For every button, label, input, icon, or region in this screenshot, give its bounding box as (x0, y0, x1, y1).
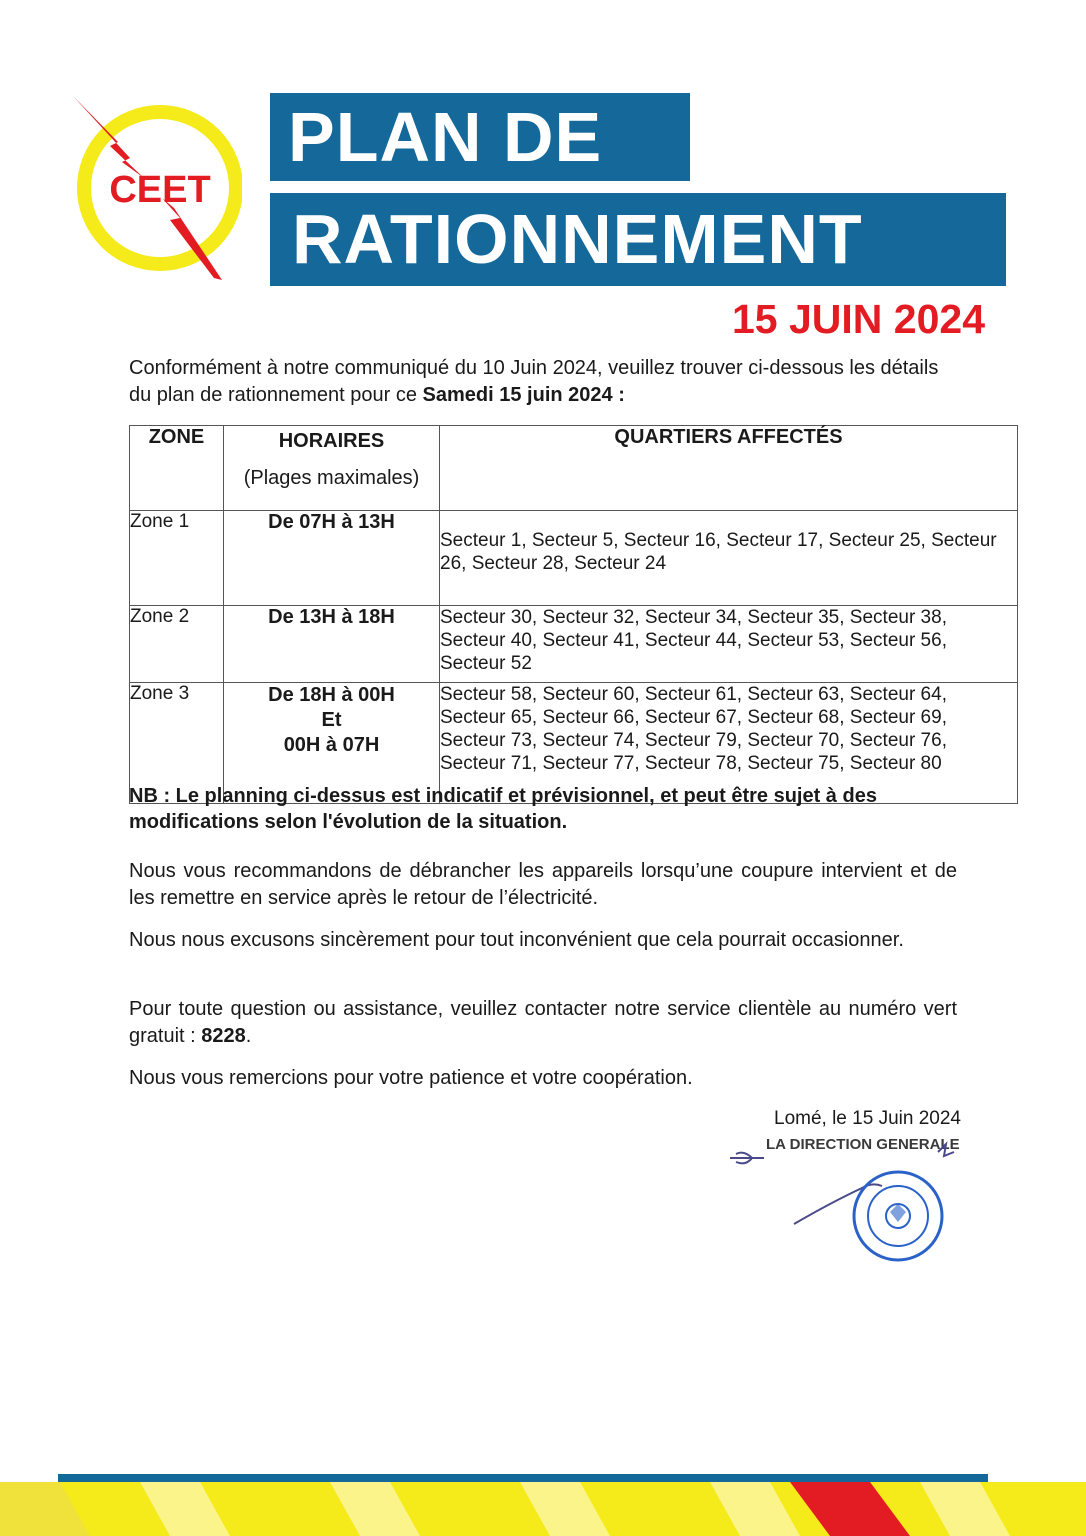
quartiers-cell: Secteur 58, Secteur 60, Secteur 61, Secteur 63, Secteur 64, Secteur 65, Secteur 66, Secteur 67, Secteur 68, Secteur 69, Secteur 73, Secteur 74, Secteur 79, Secteur 70, Secteur 76, Secteur 71, Secteur 77, Secteur 78, Secteur 75, Secteur 80 (440, 683, 1018, 804)
ceet-logo (62, 90, 242, 290)
header-horaires: HORAIRES (Plages maximales) (224, 426, 440, 511)
horaire-cell: De 13H à 18H (224, 606, 440, 683)
paragraph-thanks: Nous vous remercions pour votre patience et votre coopération. (129, 1067, 693, 1089)
phone-number: 8228 (201, 1025, 246, 1047)
footer-stripe (0, 1474, 1086, 1536)
quartiers-cell: Secteur 1, Secteur 5, Secteur 16, Secteur 17, Secteur 25, Secteur 26, Secteur 28, Secteur 24 (440, 511, 1018, 606)
table-row (130, 511, 1018, 606)
direction-label: LA DIRECTION GENERALE (766, 1136, 960, 1153)
paragraph-apology: Nous nous excusons sincèrement pour tout inconvénient que cela pourrait occasionner. (129, 929, 904, 951)
intro-paragraph: Conformément à notre communiqué du 10 Juin 2024, veuillez trouver ci-dessous les détails du plan de rationnement pour ce Samedi 15 juin 2024 : (129, 357, 939, 406)
title-line-2: RATIONNEMENT (270, 193, 1006, 286)
signature-place-date: Lomé, le 15 Juin 2024 (774, 1108, 961, 1129)
zone-cell: Zone 2 (130, 606, 224, 683)
quartiers-cell: Secteur 30, Secteur 32, Secteur 34, Secteur 35, Secteur 38, Secteur 40, Secteur 41, Secteur 44, Secteur 53, Secteur 56, Secteur 52 (440, 606, 1018, 683)
header-quartiers: QUARTIERS AFFECTÉS (440, 426, 1018, 511)
zone-cell: Zone 1 (130, 511, 224, 606)
table-row (130, 606, 1018, 683)
document-date: 15 JUIN 2024 (731, 296, 985, 342)
horaire-cell: De 18H à 00H Et 00H à 07H (224, 683, 440, 804)
official-seal (722, 1132, 990, 1262)
title-line-1: PLAN DE (270, 93, 690, 181)
paragraph-recommendation: Nous vous recommandons de débrancher les appareils lorsqu’une coupure intervient et de les remettre en service après le retour de l’électricité. (129, 860, 957, 909)
svg-text:CEET: CEET (109, 169, 211, 211)
rationing-table (129, 425, 1018, 804)
horaire-cell: De 07H à 13H (224, 511, 440, 606)
header-zone: ZONE (130, 426, 224, 511)
zone-cell: Zone 3 (130, 683, 224, 804)
nb-note: NB : Le planning ci-dessus est indicatif et prévisionnel, et peut être sujet à des modifications selon l'évolution de la situation. (129, 785, 877, 833)
paragraph-contact: Pour toute question ou assistance, veuillez contacter notre service clientèle au numéro vert gratuit : 8228. (129, 998, 957, 1047)
intro-date: Samedi 15 juin 2024 : (422, 384, 625, 406)
